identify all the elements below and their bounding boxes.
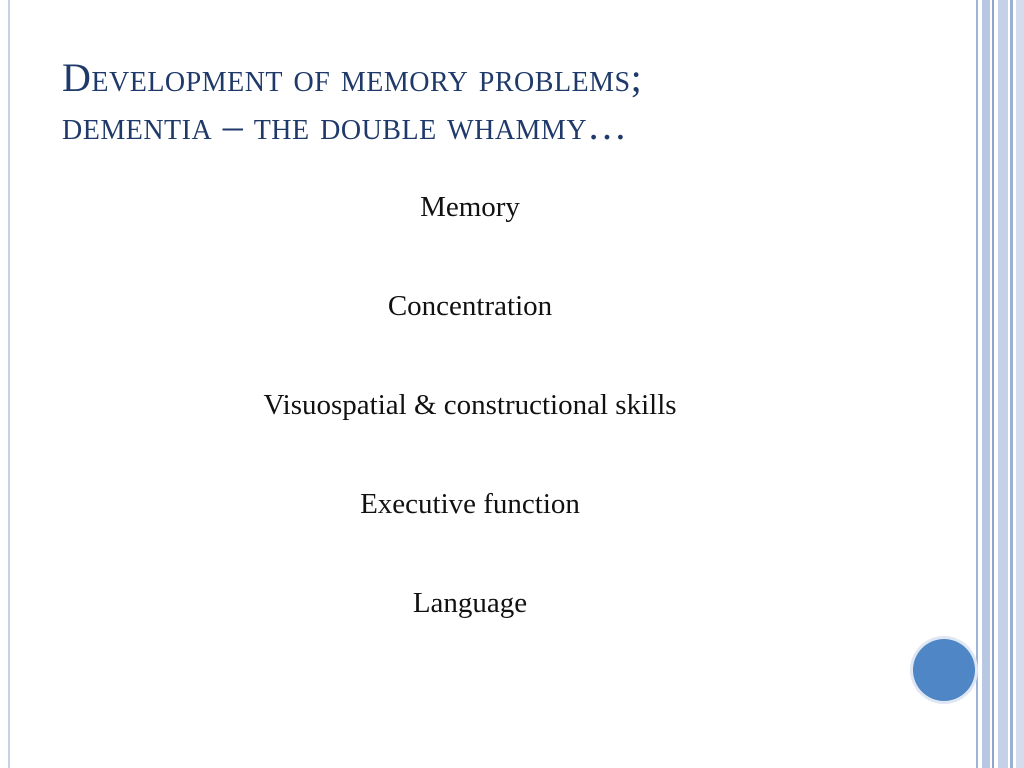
- slide-title-line-2: dementia – the double whammy…: [62, 103, 628, 148]
- slide-title: [62, 54, 942, 150]
- frame-stripe: [982, 0, 990, 768]
- frame-stripe: [976, 0, 978, 768]
- frame-stripe: [992, 0, 994, 768]
- slide-title-line-1: Development of memory problems;: [62, 55, 643, 100]
- frame-stripe: [998, 0, 1008, 768]
- topic-item-concentration: Concentration: [387, 290, 553, 322]
- topic-item-memory: Memory: [420, 191, 520, 223]
- topic-item-visuospatial: Visuospatial & constructional skills: [263, 389, 677, 421]
- frame-stripe: [1016, 0, 1024, 768]
- topic-item-language: Language: [412, 587, 528, 619]
- frame-stripe: [1010, 0, 1013, 768]
- decorative-circle: [913, 639, 975, 701]
- right-decorative-frame: [976, 0, 1024, 768]
- topic-item-executive-function: Executive function: [360, 488, 580, 520]
- topic-list: [60, 186, 880, 681]
- left-border-line: [8, 0, 10, 768]
